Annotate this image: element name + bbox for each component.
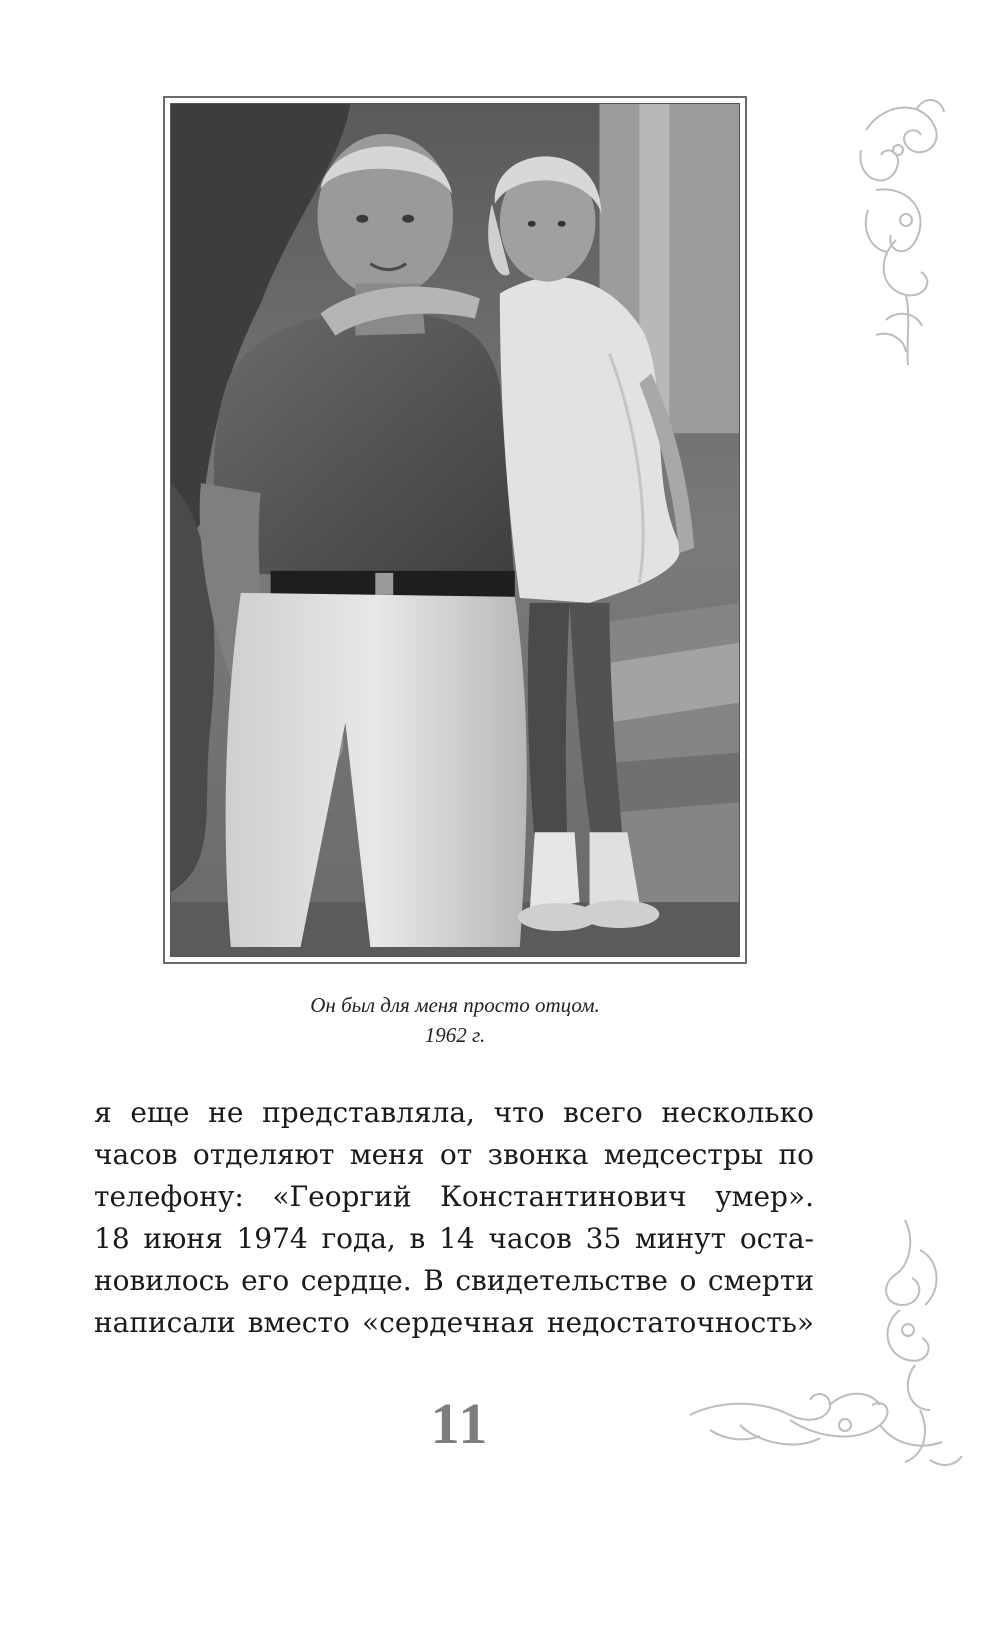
photo-caption-line1: Он был для меня просто отцом. — [310, 993, 600, 1017]
photograph — [170, 103, 740, 957]
photo-frame — [163, 96, 747, 964]
photo-caption-line2: 1962 г. — [424, 1023, 486, 1047]
body-line: телефону: «Георгий Константинович умер». — [94, 1180, 814, 1213]
page-number: 11 — [430, 1391, 490, 1456]
body-paragraph — [94, 1092, 814, 1344]
body-line: написали вместо «сердечная недостаточность» — [94, 1306, 814, 1339]
body-line: новилось его сердце. В свидетельстве о смерти — [94, 1264, 814, 1297]
ornament-top-right-icon — [846, 90, 956, 370]
body-line: 18 июня 1974 года, в 14 часов 35 минут оста- — [94, 1222, 814, 1255]
body-line: я еще не представляла, что всего несколько — [94, 1096, 814, 1129]
photograph-image — [171, 104, 739, 956]
body-line: часов отделяют меня от звонка медсестры по — [94, 1138, 814, 1171]
